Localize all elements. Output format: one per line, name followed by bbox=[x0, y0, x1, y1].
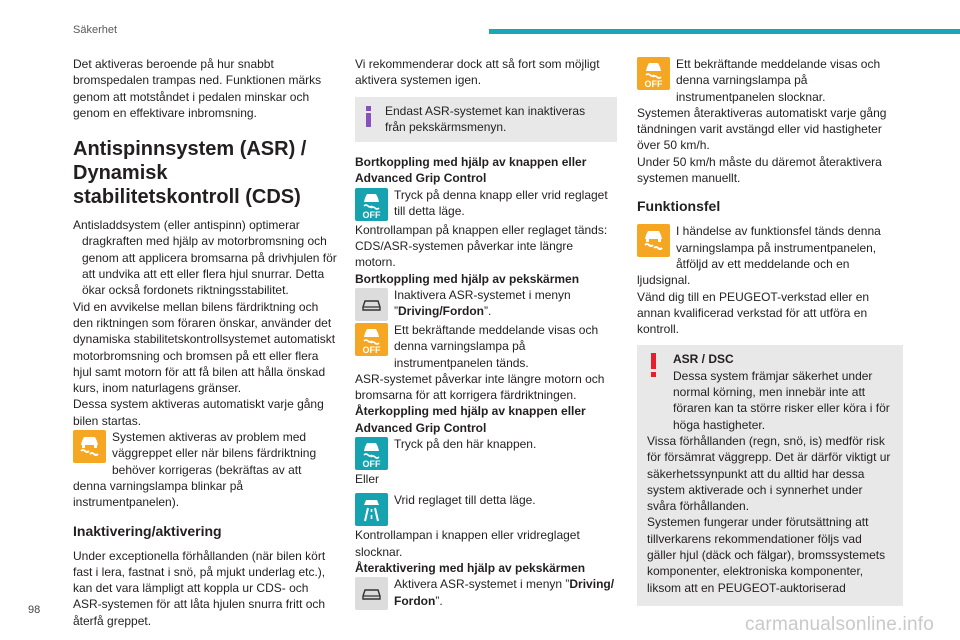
column-1 bbox=[73, 56, 338, 629]
info-note bbox=[355, 97, 617, 143]
off-label: OFF bbox=[362, 344, 381, 355]
esp-off-warning-icon bbox=[637, 57, 670, 90]
column-3 bbox=[637, 56, 903, 606]
watermark: carmanualsonline.info bbox=[744, 614, 934, 635]
column-2 bbox=[355, 56, 617, 611]
manual-reactivation-text: Under 50 km/h måste du däremot återaktivera systemen manuellt. bbox=[637, 154, 882, 186]
heading-button-off: Bortkoppling med hjälp av knappen eller Advanced Grip Control bbox=[355, 155, 587, 186]
skid-warning-icon bbox=[73, 430, 106, 463]
vehicle-menu-icon bbox=[355, 288, 388, 321]
vehicle-menu-icon bbox=[355, 577, 388, 610]
skid-warning-icon bbox=[637, 224, 670, 257]
warning-text-2: Vissa förhållanden (regn, snö, is) medför risk för försämrat väggrepp. Det är därför viktigt ur säkerhetssynpunkt att du alltid har dessa system aktiverade och i synnerhet under svåra förhållanden. bbox=[647, 433, 891, 514]
off-label: OFF bbox=[644, 79, 663, 89]
workshop-text: Vänd dig till en PEUGEOT-verkstad eller en annan kvalificerad verkstad för att utföra en kontroll. bbox=[637, 289, 870, 337]
menu-on-text: Aktivera ASR-systemet i menyn ”Driving/ Fordon”. bbox=[394, 577, 615, 608]
warning-text-1: Dessa system främjar säkerhet under normal körning, men innebär inte att föraren kan ta större risker eller köra i för höga hastigheter. bbox=[673, 368, 890, 432]
auto-activation-text: Dessa system aktiveras automatiskt varje gång bilen startas. bbox=[73, 397, 324, 428]
recommendation-text: Vi rekommenderar dock att så fort som möjligt aktivera systemen igen. bbox=[355, 57, 600, 88]
esp-off-button-icon bbox=[355, 188, 388, 221]
warning-lamp-note bbox=[73, 429, 338, 510]
dial-text: Vrid reglaget till detta läge. bbox=[394, 493, 536, 508]
cds-description: Vid en avvikelse mellan bilens färdriktning och den riktningen som föraren önskar, använder det dynamiska stabilitetskontrollsystemet automatiskt motorbromsning och bromsen på ett eller flera hjul samt motorn för att få bilen att hålla önskad kurs, inom naturlagens gränser. bbox=[73, 299, 336, 396]
menu-name-driving: Driving/ Fordon bbox=[394, 577, 615, 608]
esp-off-warning-icon bbox=[355, 323, 388, 356]
subheading-malfunction: Funktionsfel bbox=[637, 198, 721, 215]
menu-name-driving: Driving/Fordon bbox=[398, 304, 484, 319]
button-on-step bbox=[355, 436, 617, 471]
esp-off-button-icon bbox=[355, 437, 388, 470]
button-on-result: Kontrollampan i knappen eller vridreglaget slocknar. bbox=[355, 528, 580, 559]
heading-screen-on: Återaktivering med hjälp av pekskärmen bbox=[355, 560, 586, 575]
confirm-step bbox=[355, 322, 617, 371]
malfunction-text: I händelse av funktionsfel tänds denna varningslampa på instrumentpanelen, åtföljd av ett meddelande och en ljudsignal. bbox=[637, 224, 881, 288]
warning-box bbox=[637, 345, 903, 605]
confirm-off-step bbox=[637, 56, 903, 105]
road-dial-icon bbox=[355, 493, 388, 526]
page-number: 98 bbox=[28, 604, 41, 616]
info-icon bbox=[366, 106, 371, 127]
off-label: OFF bbox=[362, 459, 381, 470]
deactivation-paragraph: Under exceptionella förhållanden (när bilen kört fast i lera, fastnat i snö, på mjukt underlag etc.), kan det vara lämpligt att koppla ur CDS- och ASR-systemen för att låta hjulen snurra fritt och återfå greppet. bbox=[73, 548, 326, 628]
menu-off-step bbox=[355, 287, 617, 322]
button-off-step bbox=[355, 187, 617, 222]
confirm-text: Ett bekräftande meddelande visas och denna varningslampa på instrumentpanelen tänds. bbox=[394, 322, 599, 370]
warning-lamp-text: Systemen aktiveras av problem med väggreppet eller när bilens färdriktning behöver korrigeras (bekräftas av att denna varningslampa blinkar på instrumentpanelen). bbox=[73, 430, 317, 510]
asr-description: Antisladdsystem (eller antispinn) optimerar dragkraften med hjälp av motorbromsning och genom att applicera bromsarna på drivhjulen för att undvika att ett eller flera hjul snurrar. Detta ökar också fordonets riktningsstabilitet. bbox=[73, 218, 337, 298]
dial-step bbox=[355, 492, 617, 527]
button-off-text: Tryck på denna knapp eller vrid reglaget till detta läge. bbox=[394, 187, 608, 219]
screen-off-result: ASR-systemet påverkar inte längre motorn och bromsarna för att korrigera färdriktningen. bbox=[355, 371, 605, 403]
menu-on-step bbox=[355, 576, 617, 611]
off-label: OFF bbox=[362, 209, 381, 220]
warning-text-3: Systemen fungerar under förutsättning att tillverkarens rekommendationer följs vad gäller hjul (däck och fälgar), bromssystemets komponenter, elektroniska komponenter, liksom att en PEUGEOT-auktoriserad bbox=[647, 515, 886, 595]
button-on-text: Tryck på den här knappen. bbox=[394, 437, 537, 452]
confirm-off-text: Ett bekräftande meddelande visas och denna varningslampa på instrumentpanelen slocknar. bbox=[676, 57, 881, 104]
or-text: Eller bbox=[355, 472, 380, 487]
intro-paragraph: Det aktiveras beroende på hur snabbt bromspedalen trampas ned. Funktionen märks genom att motståndet i pedalen minskar och genom en effektivare inbromsning. bbox=[73, 57, 322, 120]
header-accent-bar bbox=[489, 29, 960, 34]
subheading-deactivation: Inaktivering/aktivering bbox=[73, 522, 222, 539]
warning-title: ASR / DSC bbox=[673, 352, 734, 367]
button-off-result: Kontrollampan på knappen eller reglaget tänds: CDS/ASR-systemen påverkar inte längre motorn. bbox=[355, 222, 608, 270]
exclamation-icon bbox=[651, 353, 657, 377]
menu-off-text: Inaktivera ASR-systemet i menyn ”Driving/Fordon”. bbox=[394, 287, 571, 319]
malfunction-step bbox=[637, 223, 903, 288]
section-heading: Antispinnsystem (ASR) / Dynamisk stabilitetskontroll (CDS) bbox=[73, 138, 307, 209]
info-note-text: Endast ASR-systemet kan inaktiveras från pekskärmsmenyn. bbox=[385, 103, 586, 134]
heading-button-on: Återkoppling med hjälp av knappen eller Advanced Grip Control bbox=[355, 404, 586, 435]
section-label: Säkerhet bbox=[73, 24, 118, 36]
auto-reactivation-text: Systemen återaktiveras automatiskt varje gång tändningen varit avstängd eller vid hastigheter över 50 km/h. bbox=[637, 105, 887, 153]
heading-screen-off: Bortkoppling med hjälp av pekskärmen bbox=[355, 271, 580, 286]
